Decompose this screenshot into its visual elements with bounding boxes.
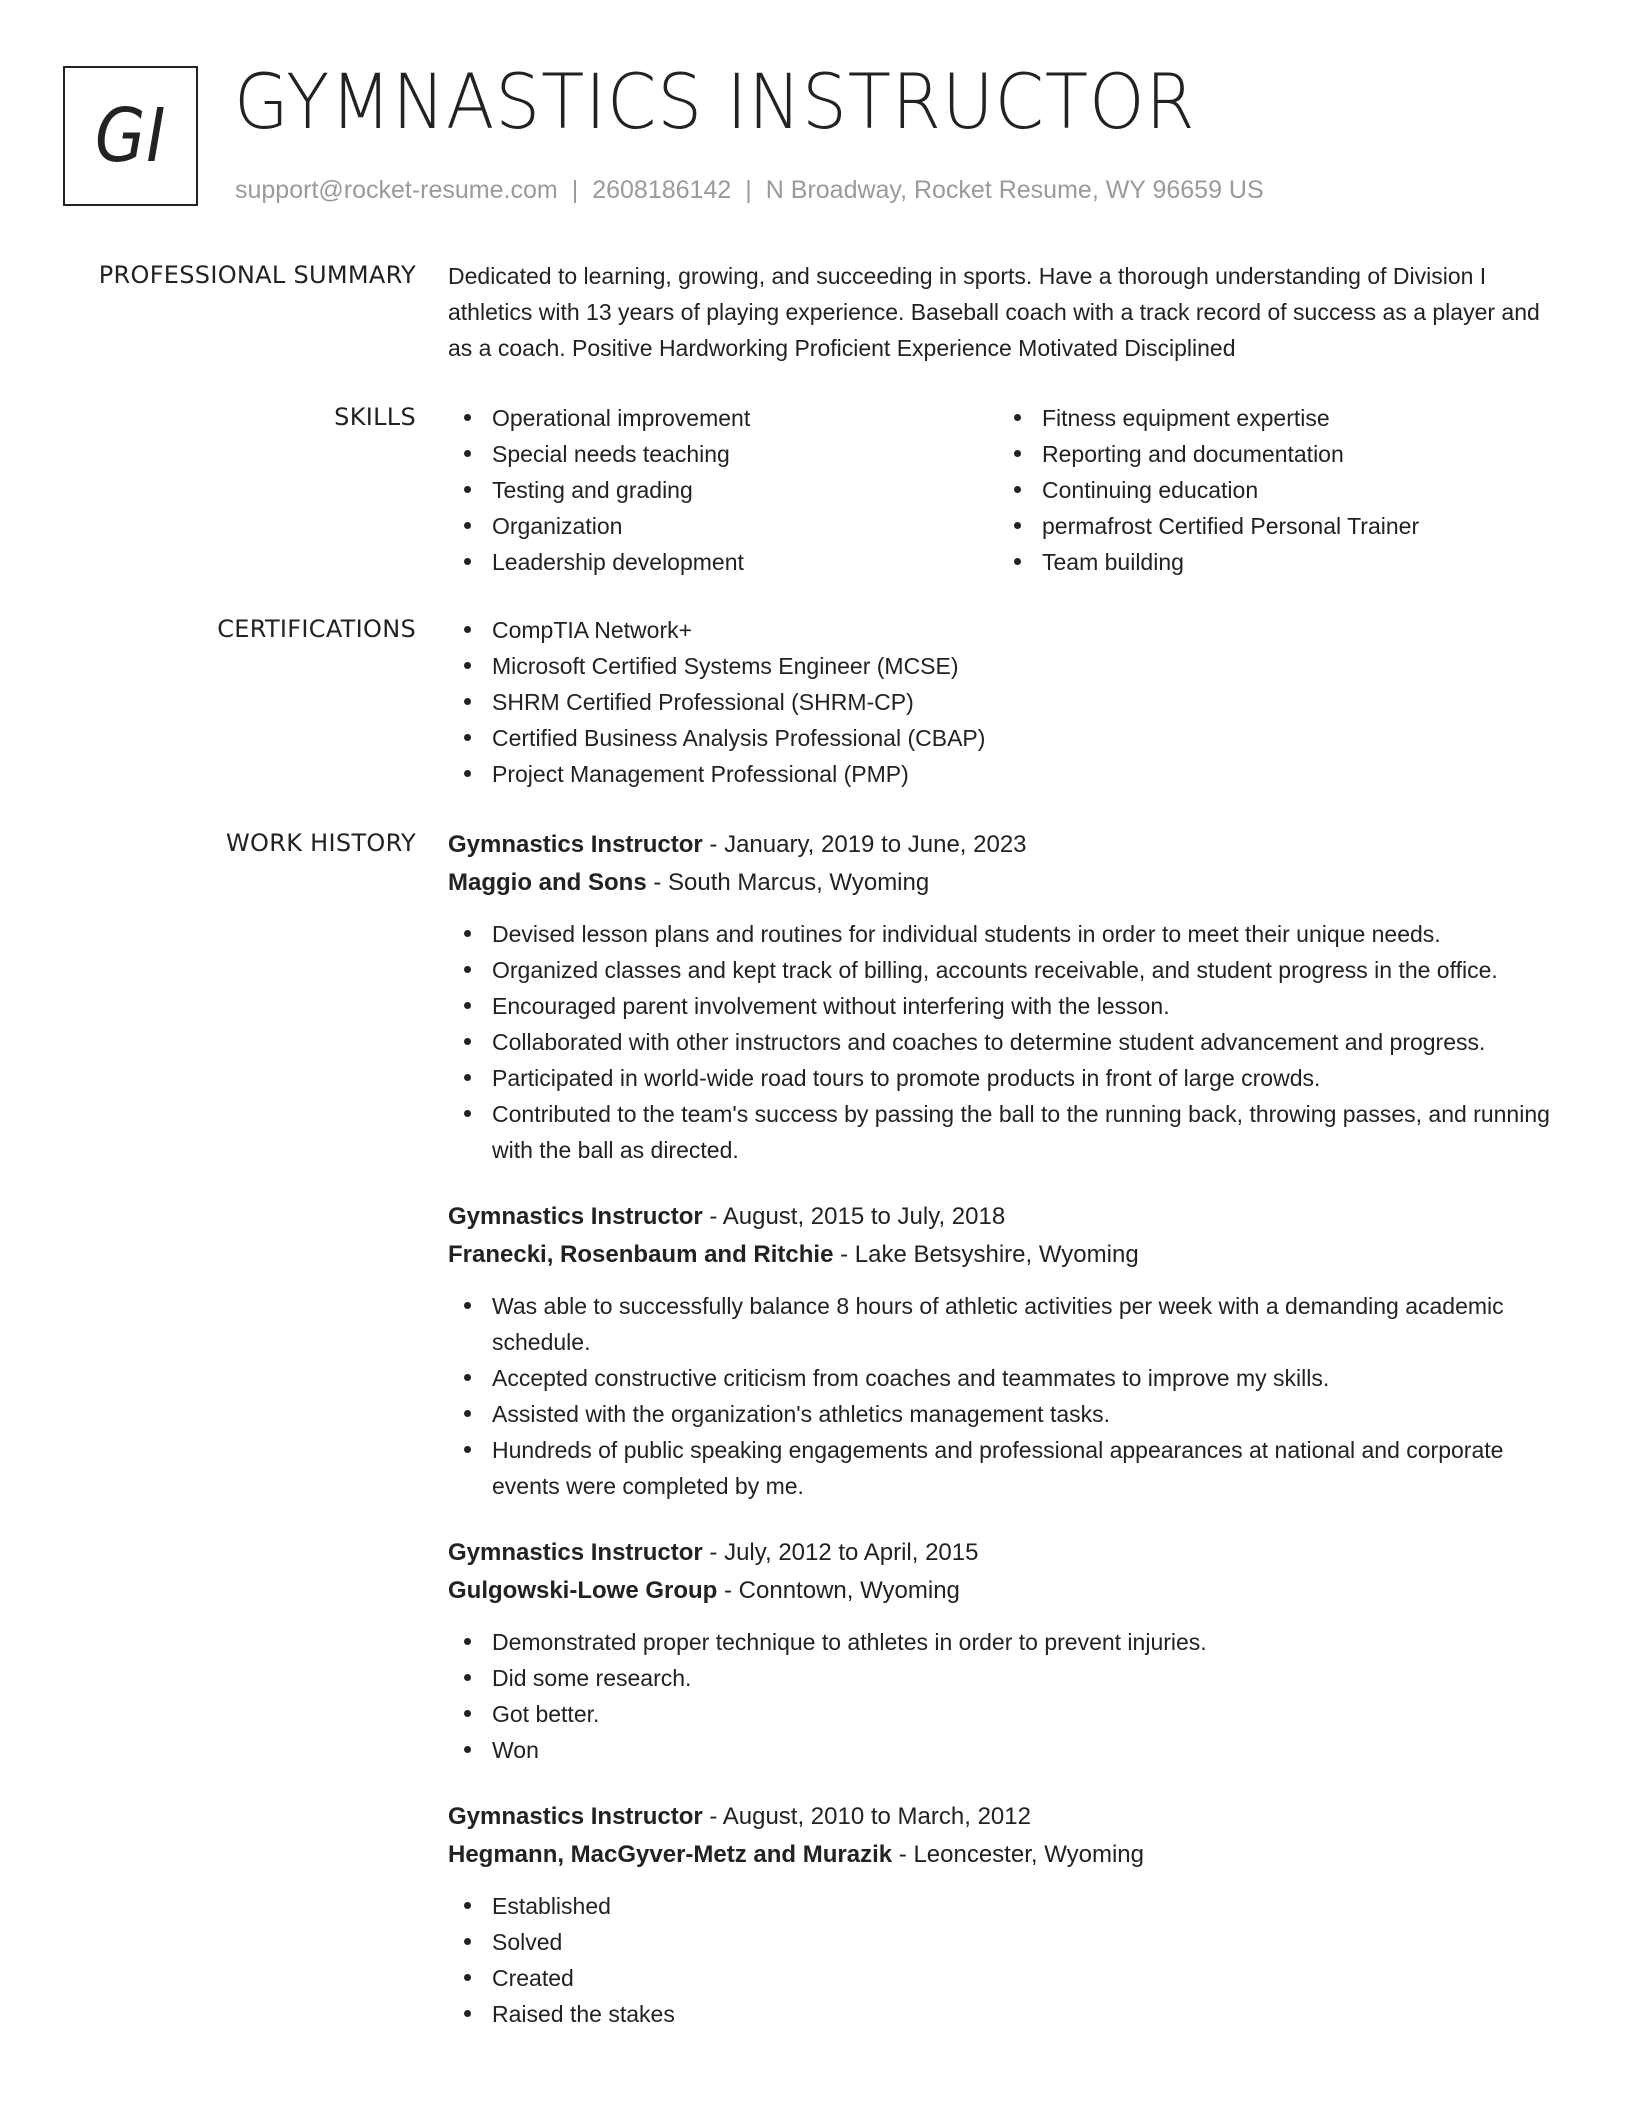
job-title: Gymnastics Instructor: [448, 1203, 703, 1230]
job-duty: Hundreds of public speaking engagements and professional appearances at national and corporate events were completed by me.: [448, 1432, 1570, 1504]
job-duty: Assisted with the organization's athletics management tasks.: [448, 1396, 1570, 1432]
job-duty: Got better.: [448, 1696, 1570, 1732]
contact-separator: |: [571, 176, 579, 204]
job-duty: Participated in world-wide road tours to promote products in front of large crowds.: [448, 1060, 1570, 1096]
job-duty: Accepted constructive criticism from coaches and teammates to improve my skills.: [448, 1360, 1570, 1396]
job-duties-list: [448, 1888, 1570, 2032]
skill-item: Team building: [998, 544, 1548, 580]
job-dates: - January, 2019 to June, 2023: [702, 831, 1027, 858]
job-duty: Did some research.: [448, 1660, 1570, 1696]
job-duty: Devised lesson plans and routines for individual students in order to meet their unique needs.: [448, 916, 1570, 952]
job-dates: - August, 2015 to July, 2018: [702, 1203, 1006, 1230]
job-company-line: [448, 1236, 1570, 1274]
job-location: - Leoncester, Wyoming: [892, 1841, 1145, 1868]
job-entry: [448, 1534, 1570, 1768]
skill-item: Continuing education: [998, 472, 1548, 508]
initials-text: GI: [94, 93, 167, 179]
job-duty: Demonstrated proper technique to athletes in order to prevent injuries.: [448, 1624, 1570, 1660]
certifications-body: [448, 612, 1570, 792]
certifications-label: CERTIFICATIONS: [217, 615, 416, 643]
job-duty: Contributed to the team's success by passing the ball to the running back, throwing passes, and running with the ball as directed.: [448, 1096, 1570, 1168]
job-company: Franecki, Rosenbaum and Ritchie: [448, 1241, 834, 1268]
summary-body: [448, 258, 1570, 366]
skills-list-right: [998, 400, 1548, 580]
skills-column-right: [998, 400, 1548, 580]
skill-item: Fitness equipment expertise: [998, 400, 1548, 436]
job-duty: Won: [448, 1732, 1570, 1768]
job-location: - Conntown, Wyoming: [717, 1577, 960, 1604]
job-location: - South Marcus, Wyoming: [646, 869, 930, 896]
job-title-line: [448, 1798, 1570, 1836]
job-title: Gymnastics Instructor: [448, 831, 703, 858]
contact-address: N Broadway, Rocket Resume, WY 96659 US: [765, 176, 1264, 204]
skills-grid: [448, 400, 1570, 580]
job-duty: Solved: [448, 1924, 1570, 1960]
job-title-line: [448, 1198, 1570, 1236]
job-title-line: [448, 1534, 1570, 1572]
certifications-list: [448, 612, 1570, 792]
job-duty: Organized classes and kept track of billing, accounts receivable, and student progress in the office.: [448, 952, 1570, 988]
summary-text: Dedicated to learning, growing, and succeeding in sports. Have a thorough understanding of Division I athletics with 13 years of playing experience. Baseball coach with a track record of success as a player and as a coach. Positive Hardworking Proficient Experience Motivated Disciplined: [448, 263, 1540, 361]
resume-name-heading: GYMNASTICS INSTRUCTOR: [234, 57, 1196, 146]
contact-phone: 2608186142: [592, 176, 732, 204]
job-company-line: [448, 1572, 1570, 1610]
job-duty: Established: [448, 1888, 1570, 1924]
contact-separator: |: [745, 176, 752, 204]
skill-item: permafrost Certified Personal Trainer: [998, 508, 1548, 544]
certification-item: Certified Business Analysis Professional (CBAP): [448, 720, 1570, 756]
job-location: - Lake Betsyshire, Wyoming: [833, 1241, 1139, 1268]
job-title-line: [448, 826, 1570, 864]
job-title: Gymnastics Instructor: [448, 1539, 703, 1566]
job-entry: [448, 1798, 1570, 2032]
job-duty: Was able to successfully balance 8 hours of athletic activities per week with a demanding academic schedule.: [448, 1288, 1570, 1360]
skill-item: Special needs teaching: [448, 436, 998, 472]
job-duties-list: [448, 916, 1570, 1168]
initials-monogram: [63, 66, 198, 206]
skill-item: Operational improvement: [448, 400, 998, 436]
job-company: Maggio and Sons: [448, 869, 647, 896]
job-company: Gulgowski-Lowe Group: [448, 1577, 718, 1604]
skill-item: Testing and grading: [448, 472, 998, 508]
skill-item: Organization: [448, 508, 998, 544]
job-duty: Collaborated with other instructors and coaches to determine student advancement and progress.: [448, 1024, 1570, 1060]
job-duty: Created: [448, 1960, 1570, 1996]
job-company: Hegmann, MacGyver-Metz and Murazik: [448, 1841, 893, 1868]
skills-label: SKILLS: [334, 403, 416, 431]
job-entry: [448, 1198, 1570, 1504]
job-duty: Raised the stakes: [448, 1996, 1570, 2032]
certification-item: Microsoft Certified Systems Engineer (MCSE): [448, 648, 1570, 684]
contact-info: [235, 174, 1264, 206]
skills-list-left: [448, 400, 998, 580]
job-duty: Encouraged parent involvement without interfering with the lesson.: [448, 988, 1570, 1024]
job-duties-list: [448, 1624, 1570, 1768]
certification-item: SHRM Certified Professional (SHRM-CP): [448, 684, 1570, 720]
job-company-line: [448, 864, 1570, 902]
job-title: Gymnastics Instructor: [448, 1803, 703, 1830]
skill-item: Leadership development: [448, 544, 998, 580]
summary-label: PROFESSIONAL SUMMARY: [98, 261, 416, 289]
certification-item: CompTIA Network+: [448, 612, 1570, 648]
work-history-label: WORK HISTORY: [226, 829, 416, 857]
job-company-line: [448, 1836, 1570, 1874]
job-duties-list: [448, 1288, 1570, 1504]
job-dates: - August, 2010 to March, 2012: [702, 1803, 1031, 1830]
certification-item: Project Management Professional (PMP): [448, 756, 1570, 792]
skills-column-left: [448, 400, 998, 580]
job-entry: [448, 826, 1570, 1168]
job-dates: - July, 2012 to April, 2015: [702, 1539, 979, 1566]
contact-email: support@rocket-resume.com: [235, 176, 558, 204]
work-history-body: [448, 826, 1570, 2032]
skill-item: Reporting and documentation: [998, 436, 1548, 472]
